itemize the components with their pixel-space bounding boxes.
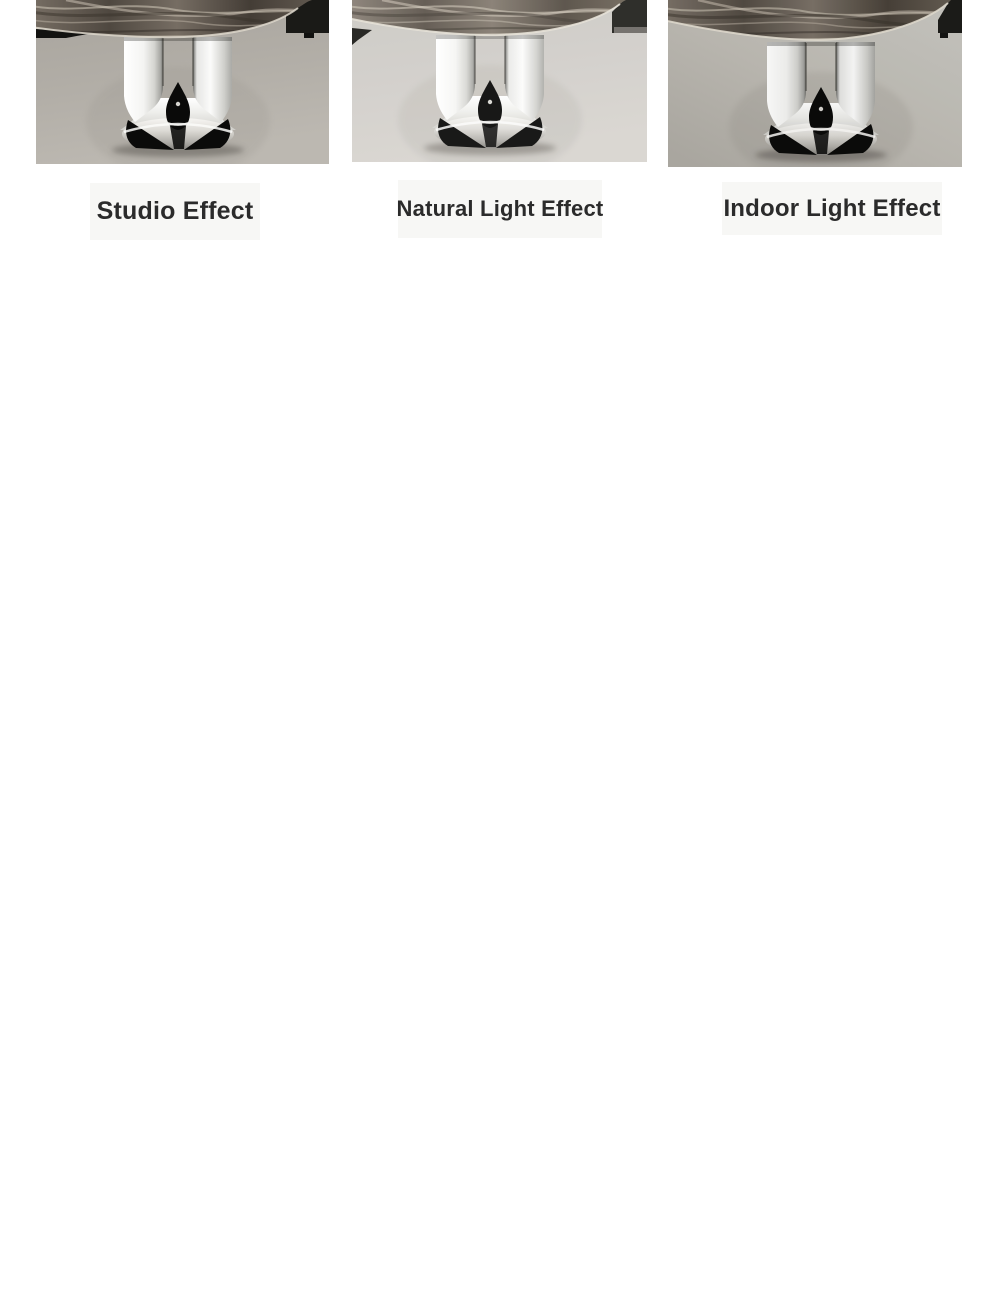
table-photo-artwork [352, 0, 647, 162]
table-photo-artwork [36, 0, 329, 164]
caption-chip-natural-light-effect [398, 180, 602, 238]
caption-chip-indoor-light-effect [722, 182, 942, 235]
caption-text: Studio Effect [96, 197, 254, 225]
caption-text: Indoor Light Effect [723, 194, 941, 222]
caption-chip-studio-effect [90, 183, 260, 240]
backdrop-console-leg [304, 33, 314, 38]
product-photo-natural-light-effect [352, 0, 647, 162]
caption-text: Natural Light Effect [396, 196, 604, 221]
product-photo-indoor-light-effect [668, 0, 962, 167]
table-photo-artwork [668, 0, 962, 167]
product-photo-studio-effect [36, 0, 329, 164]
indoor-light-overlay [668, 0, 962, 167]
natural-light-overlay [352, 0, 647, 162]
